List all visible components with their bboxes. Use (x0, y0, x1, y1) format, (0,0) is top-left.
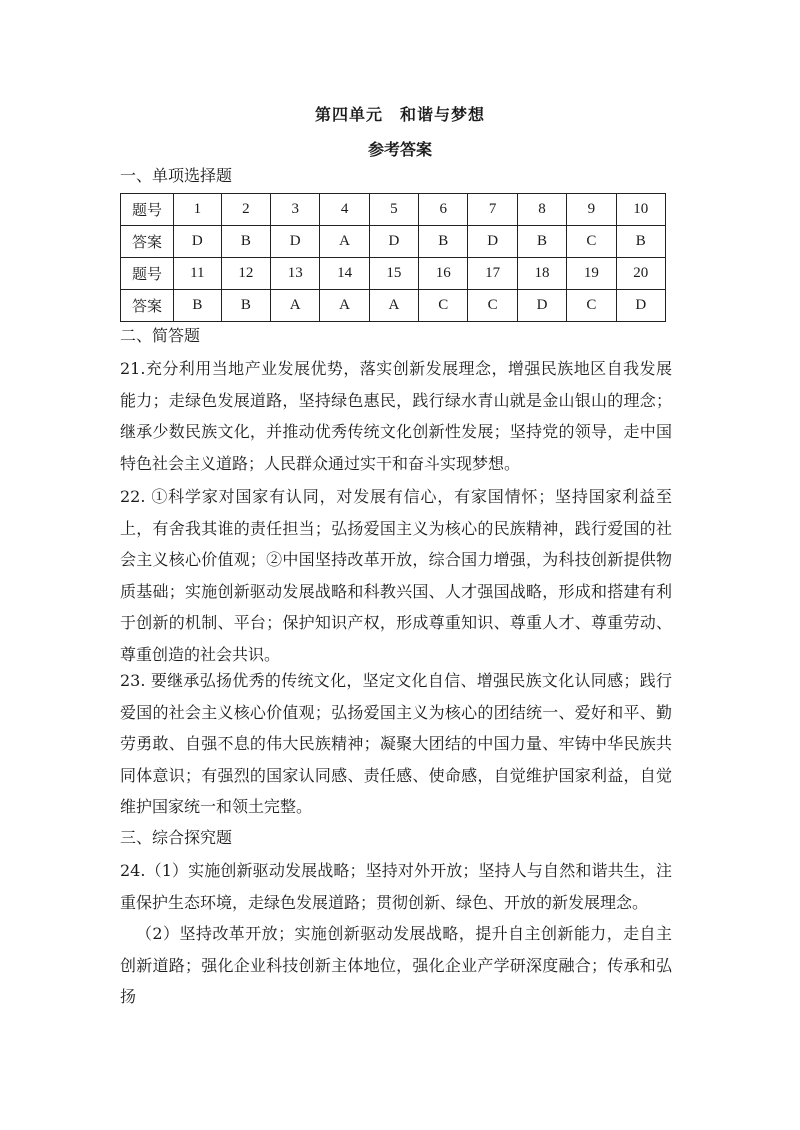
table-cell: B (419, 226, 468, 258)
table-cell: 1 (174, 194, 222, 226)
table-cell: 18 (517, 258, 566, 290)
table-cell: 16 (419, 258, 468, 290)
table-cell: D (271, 226, 320, 258)
answer-table (120, 193, 666, 322)
row-label: 题号 (121, 194, 174, 226)
answer-21: 21.充分利用当地产业发展优势，落实创新发展理念，增强民族地区自我发展能力；走绿色发展道路，坚持绿色惠民，践行绿水青山就是金山银山的理念；继承少数民族文化，并推动优秀传统文化创新性发展；坚持党的领导，走中国特色社会主义道路；人民群众通过实干和奋斗实现梦想。 (120, 359, 672, 473)
table-cell: 15 (369, 258, 418, 290)
table-cell: C (567, 226, 616, 258)
table-row (121, 194, 666, 226)
table-cell: C (468, 290, 517, 322)
row-label: 题号 (121, 258, 174, 290)
page-title: 第四单元 和谐与梦想 (314, 105, 485, 124)
table-cell: D (174, 226, 222, 258)
row-label: 答案 (121, 290, 174, 322)
table-cell: 14 (320, 258, 369, 290)
table-cell: 19 (567, 258, 616, 290)
section-heading-short: 二、简答题 (120, 326, 201, 345)
table-row (121, 226, 666, 258)
table-cell: 6 (419, 194, 468, 226)
page-subtitle: 参考答案 (367, 140, 432, 159)
table-row (121, 290, 666, 322)
row-label: 答案 (121, 226, 174, 258)
answer-24-2: （2）坚持改革开放；实施创新驱动发展战略，提升自主创新能力，走自主创新道路；强化企业科技创新主体地位，强化企业产学研深度融合；传承和弘扬 (120, 924, 672, 1007)
table-cell: B (174, 290, 222, 322)
table-cell: B (517, 226, 566, 258)
table-cell: 4 (320, 194, 369, 226)
table-cell: B (221, 290, 270, 322)
table-cell: C (419, 290, 468, 322)
table-cell: 10 (616, 194, 665, 226)
table-cell: D (616, 290, 665, 322)
table-cell: A (320, 226, 369, 258)
table-cell: 17 (468, 258, 517, 290)
table-cell: A (320, 290, 369, 322)
answer-24-1: 24.（1）实施创新驱动发展战略；坚持对外开放；坚持人与自然和谐共生，注重保护生态环境，走绿色发展道路；贯彻创新、绿色、开放的新发展理念。 (120, 861, 672, 912)
section-heading-choice: 一、单项选择题 (120, 166, 233, 185)
section-heading-inquiry: 三、综合探究题 (120, 828, 233, 847)
table-cell: D (369, 226, 418, 258)
table-cell: 8 (517, 194, 566, 226)
table-cell: D (468, 226, 517, 258)
table-cell: 7 (468, 194, 517, 226)
table-cell: A (271, 290, 320, 322)
table-cell: 2 (221, 194, 270, 226)
table-cell: 11 (174, 258, 222, 290)
table-cell: B (221, 226, 270, 258)
table-cell: 12 (221, 258, 270, 290)
answer-22: 22. ①科学家对国家有认同，对发展有信心，有家国情怀；坚持国家利益至上，有舍我其谁的责任担当；弘扬爱国主义为核心的民族精神，践行爱国的社会主义核心价值观；②中国坚持改革开放，综合国力增强，为科技创新提供物质基础；实施创新驱动发展战略和科教兴国、人才强国战略，形成和搭建有利于创新的机制、平台；保护知识产权，形成尊重知识、尊重人才、尊重劳动、尊重创造的社会共识。 (120, 487, 672, 664)
table-row (121, 258, 666, 290)
table-cell: C (567, 290, 616, 322)
table-cell: D (517, 290, 566, 322)
table-cell: 3 (271, 194, 320, 226)
table-cell: A (369, 290, 418, 322)
table-cell: 20 (616, 258, 665, 290)
table-cell: B (616, 226, 665, 258)
table-cell: 9 (567, 194, 616, 226)
table-cell: 13 (271, 258, 320, 290)
answer-23: 23. 要继承弘扬优秀的传统文化，坚定文化自信、增强民族文化认同感；践行爱国的社会主义核心价值观；弘扬爱国主义为核心的团结统一、爱好和平、勤劳勇敢、自强不息的伟大民族精神；凝聚大团结的中国力量、牢铸中华民族共同体意识；有强烈的国家认同感、责任感、使命感，自觉维护国家利益，自觉维护国家统一和领土完整。 (120, 671, 672, 817)
table-cell: 5 (369, 194, 418, 226)
